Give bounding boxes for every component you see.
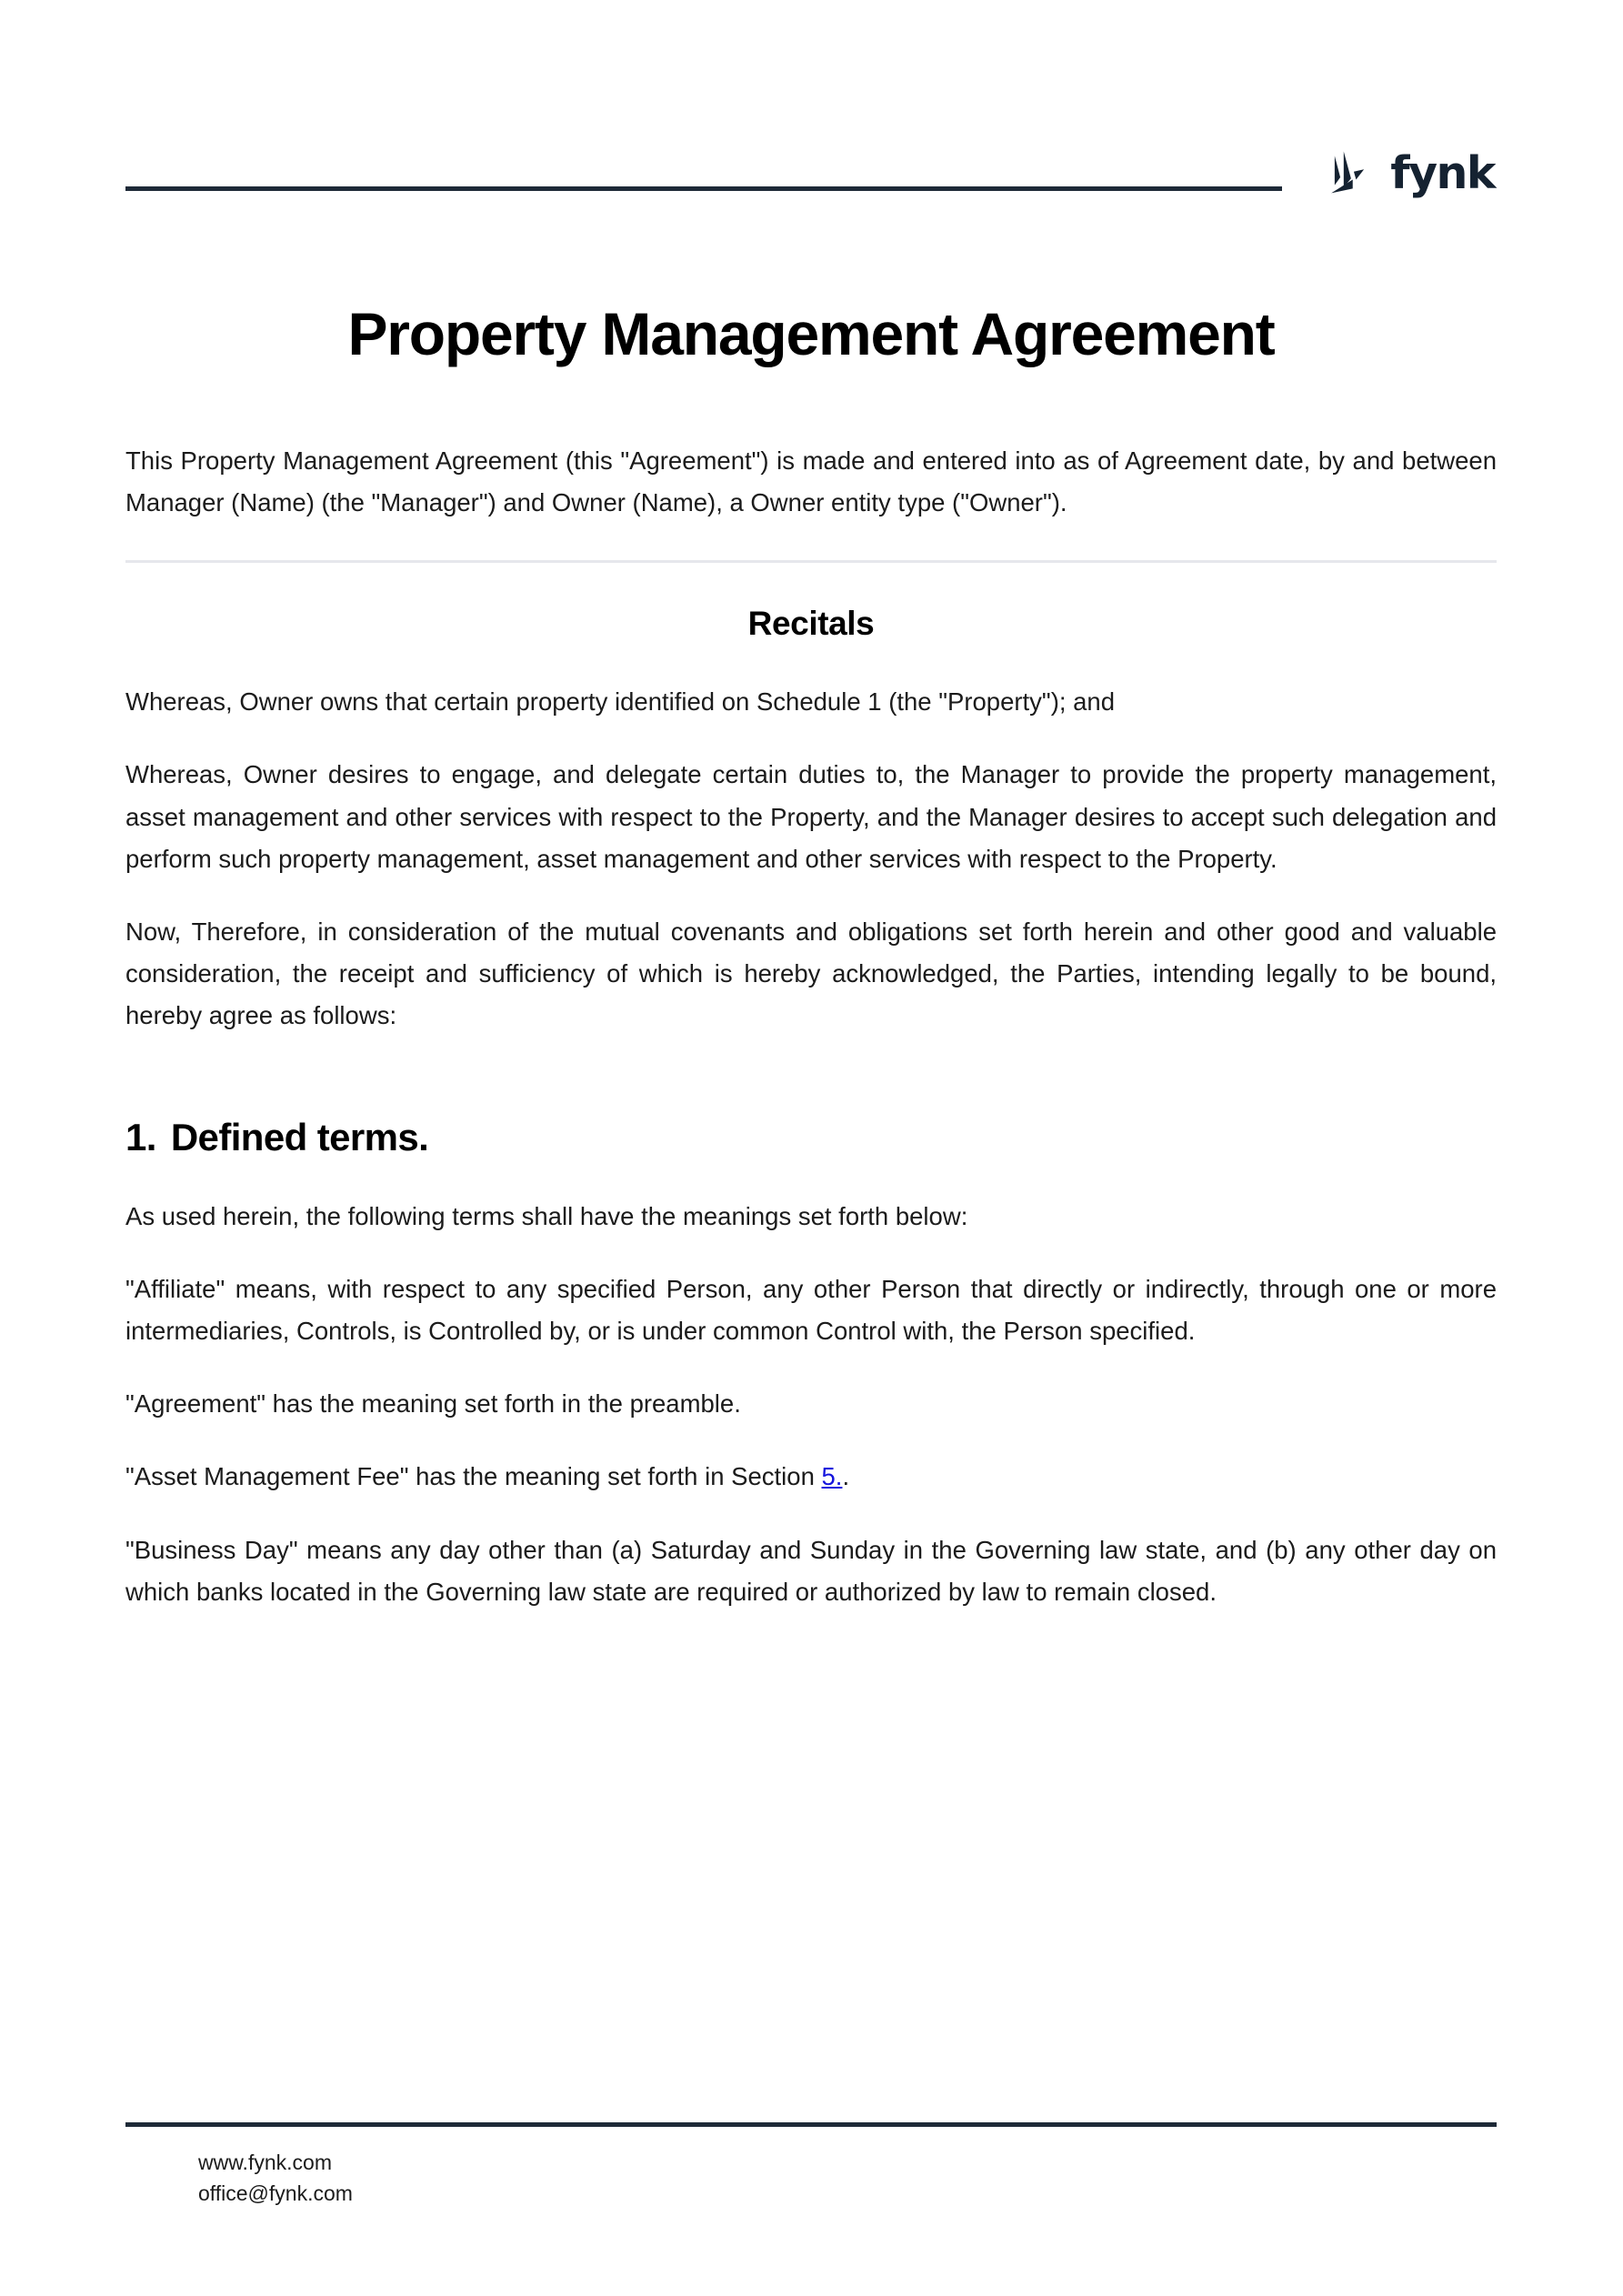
section-divider bbox=[125, 560, 1497, 563]
definition-asset-fee-prefix: "Asset Management Fee" has the meaning set forth in Section bbox=[125, 1462, 822, 1491]
brand-logo bbox=[1321, 145, 1495, 201]
brand-name: fynk bbox=[1390, 146, 1495, 199]
footer-contact bbox=[198, 2147, 1497, 2209]
recital-paragraph: Whereas, Owner owns that certain property identified on Schedule 1 (the "Property"); and bbox=[125, 687, 1116, 717]
recital-paragraph: Whereas, Owner desires to engage, and delegate certain duties to, the Manager to provide the property management, asset management and other services with respect to the Property, and the Manager desires to accept such delegation and perform such property management, asset management and other services with respect to the Property. bbox=[125, 760, 1497, 873]
definition-business-day: "Business Day" means any day other than (a) Saturday and Sunday in the Governing law state, and (b) any other day on which banks located in the Governing law state are required or authorized by law to remain closed. bbox=[125, 1535, 1497, 1606]
footer-email[interactable]: office@fynk.com bbox=[198, 2181, 353, 2206]
section-5-link[interactable]: 5. bbox=[821, 1462, 843, 1491]
clause-1-title: Defined terms. bbox=[170, 1115, 429, 1158]
recital-paragraph: Now, Therefore, in consideration of the mutual covenants and obligations set forth herein and other good and valuable consideration, the receipt and sufficiency of which is hereby acknowledged, the Parties, intending legally to be bound, hereby agree as follows: bbox=[125, 917, 1497, 1030]
recitals-heading: Recitals bbox=[747, 605, 875, 643]
definition-asset-management-fee bbox=[125, 1456, 1497, 1498]
clause-1-heading bbox=[125, 1116, 1497, 1159]
header-rule bbox=[125, 186, 1282, 191]
fynk-bird-logo-icon bbox=[1321, 145, 1378, 201]
definition-affiliate: "Affiliate" means, with respect to any specified Person, any other Person that directly or indirectly, through one or more intermediaries, Controls, is Controlled by, or is under common Control with, the Person specified. bbox=[125, 1274, 1497, 1345]
page-footer bbox=[125, 2122, 1497, 2209]
preamble-paragraph: This Property Management Agreement (this "Agreement") is made and entered into as of Agreement date, by and between Manager (Name) (the "Manager") and Owner (Name), a Owner entity type ("Owner"). bbox=[125, 446, 1497, 517]
page-title: Property Management Agreement bbox=[347, 300, 1275, 367]
footer-rule bbox=[125, 2122, 1497, 2127]
footer-website[interactable]: www.fynk.com bbox=[198, 2151, 332, 2174]
definition-asset-fee-suffix: . bbox=[842, 1462, 850, 1491]
definition-agreement: "Agreement" has the meaning set forth in the preamble. bbox=[125, 1389, 741, 1419]
page-header bbox=[125, 136, 1497, 200]
clause-1-number: 1. bbox=[125, 1115, 156, 1158]
document-body bbox=[125, 300, 1497, 1613]
clause-1-intro: As used herein, the following terms shall have the meanings set forth below: bbox=[125, 1201, 968, 1230]
